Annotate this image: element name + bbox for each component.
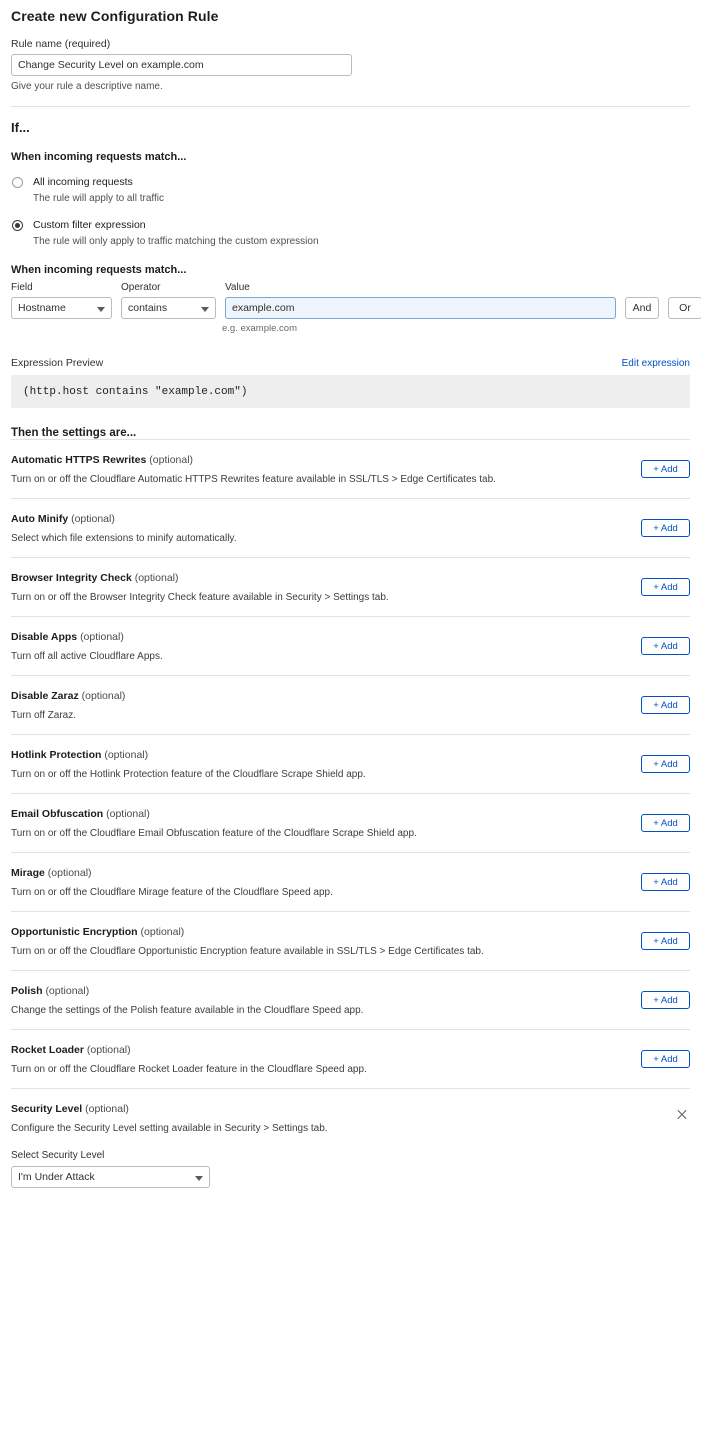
expression-preview-box — [11, 375, 690, 408]
if-section-heading: If... — [11, 120, 30, 135]
security-level-select-label: Select Security Level — [11, 1150, 105, 1162]
add-button[interactable]: + Add — [641, 696, 690, 714]
setting-optional-text: (optional) — [86, 1044, 131, 1057]
setting-title — [11, 631, 690, 643]
field-column — [11, 282, 112, 319]
setting-title-text: Security Level — [11, 1103, 83, 1116]
operator-select-value: contains — [128, 302, 168, 315]
setting-mirage — [11, 852, 690, 911]
setting-optional-text: (optional) — [47, 867, 92, 880]
setting-disable-zaraz — [11, 675, 690, 734]
setting-title — [11, 1044, 690, 1056]
rule-name-help: Give your rule a descriptive name. — [11, 81, 163, 92]
match-heading: When incoming requests match... — [11, 151, 187, 163]
security-level-select-value: I'm Under Attack — [18, 1171, 95, 1184]
setting-optional-text: (optional) — [80, 631, 124, 644]
setting-description: Turn off Zaraz. — [11, 710, 77, 722]
setting-title-text: Mirage — [11, 867, 45, 880]
field-select-value: Hostname — [18, 302, 66, 315]
setting-optional-text: (optional) — [134, 572, 179, 585]
expression-preview-text: (http.host contains "example.com") — [23, 385, 248, 398]
setting-description: Select which file extensions to minify automatically. — [11, 533, 237, 545]
setting-security-level — [11, 1088, 690, 1201]
setting-title-text: Opportunistic Encryption — [11, 926, 138, 939]
setting-optional-text: (optional) — [45, 985, 90, 998]
setting-description: Turn on or off the Cloudflare Email Obfuscation feature of the Cloudflare Scrape Shield app. — [11, 828, 417, 840]
setting-description: Turn on or off the Browser Integrity Check feature available in Security > Settings tab. — [11, 592, 389, 604]
setting-description: Configure the Security Level setting available in Security > Settings tab. — [11, 1123, 328, 1135]
setting-hotlink-protection — [11, 734, 690, 793]
setting-title — [11, 1103, 690, 1115]
divider-top — [11, 106, 690, 107]
radio-icon-all-requests[interactable] — [12, 177, 23, 188]
add-button[interactable]: + Add — [641, 519, 690, 537]
field-column-label: Field — [11, 282, 33, 294]
setting-browser-integrity-check — [11, 557, 690, 616]
rule-name-label: Rule name (required) — [11, 38, 111, 50]
radio-label-all-requests: All incoming requests — [33, 176, 133, 188]
setting-title — [11, 808, 690, 820]
field-select[interactable] — [11, 297, 112, 319]
setting-title — [11, 926, 690, 938]
setting-title-text: Auto Minify — [11, 513, 69, 526]
setting-optional-text: (optional) — [71, 513, 115, 526]
setting-title — [11, 749, 690, 761]
setting-automatic-https-rewrites — [11, 439, 690, 498]
page-title: Create new Configuration Rule — [11, 8, 219, 24]
add-button[interactable]: + Add — [641, 991, 690, 1009]
radio-option-all-requests[interactable] — [11, 175, 690, 206]
setting-description: Turn on or off the Cloudflare Rocket Loader feature in the Cloudflare Speed app. — [11, 1064, 367, 1076]
rule-name-input[interactable] — [11, 54, 352, 76]
setting-title-text: Browser Integrity Check — [11, 572, 132, 585]
value-column-label: Value — [225, 282, 250, 294]
setting-title — [11, 690, 690, 702]
expression-preview-header — [11, 357, 690, 369]
builder-heading: When incoming requests match... — [11, 264, 187, 277]
and-button[interactable]: And — [625, 297, 659, 319]
add-button[interactable]: + Add — [641, 1050, 690, 1068]
value-input[interactable] — [225, 297, 616, 319]
setting-title — [11, 572, 690, 584]
setting-optional-text: (optional) — [81, 690, 126, 703]
then-section-heading: Then the settings are... — [11, 427, 137, 440]
radio-label-custom-filter: Custom filter expression — [33, 218, 146, 231]
setting-description: Change the settings of the Polish feature available in the Cloudflare Speed app. — [11, 1005, 364, 1017]
add-button[interactable]: + Add — [641, 873, 690, 891]
setting-disable-apps — [11, 616, 690, 675]
setting-description: Turn off all active Cloudflare Apps. — [11, 651, 163, 663]
setting-title — [11, 513, 690, 525]
configuration-rule-page — [0, 8, 701, 1201]
setting-rocket-loader — [11, 1029, 690, 1088]
expression-preview-label: Expression Preview — [11, 357, 104, 370]
setting-title-text: Polish — [11, 985, 43, 998]
radio-option-custom-filter[interactable] — [11, 218, 690, 249]
operator-select[interactable] — [121, 297, 216, 319]
setting-title — [11, 454, 690, 466]
add-button[interactable]: + Add — [641, 932, 690, 950]
setting-title — [11, 867, 690, 879]
setting-title-text: Rocket Loader — [11, 1044, 84, 1057]
setting-optional-text: (optional) — [149, 454, 194, 467]
radio-desc-all-requests: The rule will apply to all traffic — [33, 193, 164, 205]
setting-email-obfuscation — [11, 793, 690, 852]
setting-auto-minify — [11, 498, 690, 557]
setting-title-text: Disable Zaraz — [11, 690, 79, 703]
setting-description: Turn on or off the Cloudflare Opportunistic Encryption feature available in SSL/TLS > Edge Certificates tab. — [11, 946, 484, 958]
setting-opportunistic-encryption — [11, 911, 690, 970]
add-button[interactable]: + Add — [641, 637, 690, 655]
setting-optional-text: (optional) — [104, 749, 149, 762]
operator-column-label: Operator — [121, 282, 161, 294]
add-button[interactable]: + Add — [641, 755, 690, 773]
security-level-select[interactable] — [11, 1166, 210, 1188]
add-button[interactable]: + Add — [641, 460, 690, 478]
value-hint: e.g. example.com — [222, 323, 297, 335]
setting-title — [11, 985, 690, 997]
radio-icon-custom-filter[interactable] — [12, 220, 23, 231]
add-button[interactable]: + Add — [641, 578, 690, 596]
setting-optional-text: (optional) — [106, 808, 150, 821]
setting-optional-text: (optional) — [85, 1103, 129, 1116]
setting-title-text: Email Obfuscation — [11, 808, 104, 821]
setting-polish — [11, 970, 690, 1029]
value-column — [225, 282, 616, 319]
setting-title-text: Disable Apps — [11, 631, 78, 644]
add-button[interactable]: + Add — [641, 814, 690, 832]
setting-title-text: Hotlink Protection — [11, 749, 102, 762]
setting-description: Turn on or off the Hotlink Protection feature of the Cloudflare Scrape Shield app. — [11, 769, 366, 781]
setting-optional-text: (optional) — [140, 926, 185, 939]
setting-description: Turn on or off the Cloudflare Mirage feature of the Cloudflare Speed app. — [11, 887, 333, 899]
setting-title-text: Automatic HTTPS Rewrites — [11, 454, 147, 467]
setting-description: Turn on or off the Cloudflare Automatic HTTPS Rewrites feature available in SSL/TLS > Edge Certificates tab. — [11, 474, 496, 486]
filter-expression-row — [11, 282, 690, 319]
operator-column — [121, 282, 216, 319]
or-button[interactable]: Or — [668, 297, 701, 319]
radio-desc-custom-filter: The rule will only apply to traffic matching the custom expression — [33, 235, 319, 247]
edit-expression-link[interactable]: Edit expression — [621, 358, 690, 370]
close-icon[interactable] — [675, 1108, 689, 1122]
